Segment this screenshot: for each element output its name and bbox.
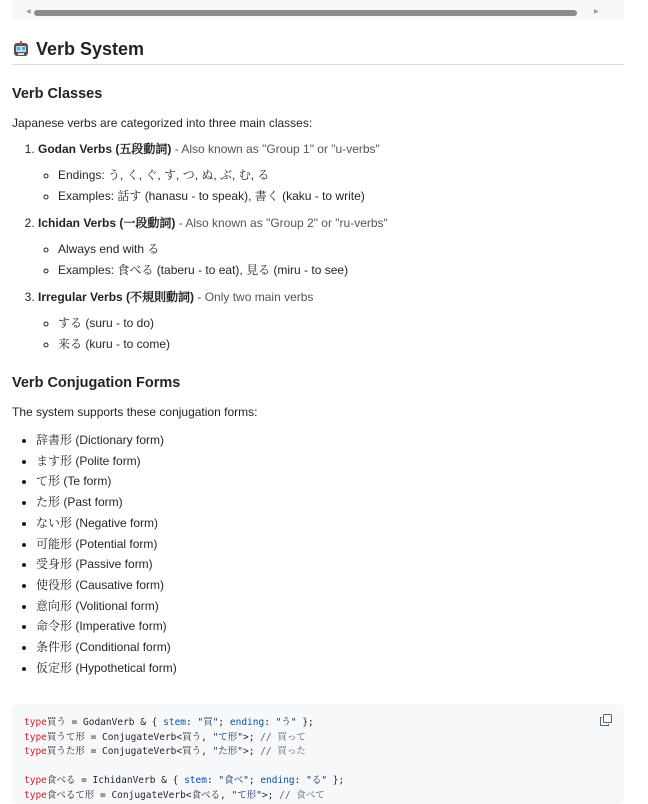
- verb-class-name: Ichidan Verbs (一段動詞): [38, 216, 176, 230]
- conjugation-form-item: • 辞書形 (Dictionary form): [36, 430, 624, 451]
- code-token: type: [24, 717, 47, 728]
- list-item: ◦ 来る (kuru - to come): [58, 334, 624, 355]
- horizontal-scrollbar[interactable]: [12, 0, 624, 20]
- code-token: 食べるて形 = ConjugateVerb<食べる,: [46, 789, 232, 801]
- list-item: ◦ Endings: う, く, ぐ, す, つ, ぬ, ぶ, む, る: [58, 165, 624, 186]
- conjugation-form-item: • て形 (Te form): [36, 471, 624, 492]
- conjugation-form-item: • 意向形 (Volitional form): [36, 596, 624, 617]
- verb-class-name: Godan Verbs (五段動詞): [38, 142, 172, 156]
- code-token: };: [327, 775, 345, 786]
- code-token: type: [24, 789, 47, 801]
- scroll-left-arrow-icon[interactable]: ◀: [26, 9, 31, 15]
- code-token: :: [264, 717, 276, 728]
- conjugation-form-item: • た形 (Past form): [36, 492, 624, 513]
- code-token: 買うて形 = ConjugateVerb<買う,: [46, 731, 213, 743]
- code-token: type: [24, 775, 47, 786]
- list-item: ◦ Examples: 食べる (taberu - to eat), 見る (miru - to see): [58, 260, 624, 281]
- code-token: ending: [229, 717, 265, 728]
- code-token: // 買って: [260, 731, 306, 743]
- list-item: ◦ Always end with る: [58, 239, 624, 260]
- copy-icon[interactable]: [600, 714, 612, 726]
- conjugation-form-item: • 命令形 (Imperative form): [36, 616, 624, 637]
- code-token: // 買った: [260, 746, 306, 757]
- code-line: [24, 760, 624, 775]
- code-content: [12, 704, 624, 803]
- code-token: "食べ": [218, 775, 249, 786]
- code-token: :: [186, 717, 198, 728]
- code-token: stem: [163, 717, 187, 728]
- code-token: >;: [243, 746, 261, 757]
- code-token: type: [24, 746, 47, 757]
- scrollbar-thumb[interactable]: [34, 10, 577, 16]
- section-heading: Verb Conjugation Forms: [12, 375, 181, 391]
- verb-class-desc: - Also known as "Group 2" or "ru-verbs": [175, 216, 388, 230]
- conjugation-form-item: • 使役形 (Causative form): [36, 575, 624, 596]
- code-token: "て形": [231, 789, 262, 801]
- code-token: :: [294, 775, 307, 786]
- conjugation-form-item: • ます形 (Polite form): [36, 451, 624, 472]
- markdown-body: [12, 34, 624, 678]
- code-token: "た形": [212, 746, 244, 757]
- code-token: type: [24, 731, 47, 743]
- verb-class-item: [38, 141, 624, 206]
- code-line: [24, 731, 624, 746]
- code-token: 買うた形 = ConjugateVerb<買う,: [46, 746, 213, 757]
- code-token: "て形": [212, 731, 244, 743]
- code-token: };: [296, 717, 314, 728]
- verb-classes-list: [12, 141, 624, 354]
- verb-class-name: Irregular Verbs (不規則動詞): [38, 290, 195, 304]
- conjugation-form-item: • 可能形 (Potential form): [36, 534, 624, 555]
- verb-class-item: [38, 215, 624, 280]
- section-heading: Verb Classes: [12, 86, 103, 102]
- paragraph: The system supports these conjugation forms:: [12, 405, 258, 419]
- conjugation-form-item: • 仮定形 (Hypothetical form): [36, 658, 624, 679]
- code-token: ending: [260, 775, 295, 786]
- code-token: 食べる = IchidanVerb & {: [46, 775, 185, 786]
- verb-class-desc: - Also known as "Group 1" or "u-verbs": [171, 142, 380, 156]
- code-token: >;: [261, 789, 280, 801]
- code-token: "買": [197, 717, 219, 728]
- verb-class-item: [38, 289, 624, 354]
- code-token: ;: [248, 775, 261, 786]
- conjugation-form-item: • 受身形 (Passive form): [36, 554, 624, 575]
- list-item: ◦ する (suru - to do): [58, 313, 624, 334]
- code-token: 買う = GodanVerb & {: [46, 717, 164, 728]
- verb-class-desc: - Only two main verbs: [194, 290, 314, 304]
- code-token: "う": [275, 717, 297, 728]
- conjugation-form-item: • ない形 (Negative form): [36, 513, 624, 534]
- paragraph: Japanese verbs are categorized into three main classes:: [12, 116, 313, 130]
- code-block: [12, 704, 624, 804]
- robot-icon: [12, 40, 30, 58]
- page-title: Verb System: [12, 34, 624, 65]
- code-token: stem: [184, 775, 207, 786]
- code-line: [24, 789, 624, 804]
- code-token: ;: [218, 717, 230, 728]
- conjugation-forms-list: [12, 430, 624, 678]
- code-line: [24, 774, 624, 789]
- scroll-right-arrow-icon[interactable]: ▶: [594, 9, 599, 15]
- code-token: // 食べて: [279, 789, 325, 801]
- conjugation-form-item: • 条件形 (Conditional form): [36, 637, 624, 658]
- code-token: :: [206, 775, 219, 786]
- code-line: [24, 745, 624, 760]
- code-line: [24, 716, 624, 731]
- list-item: ◦ Examples: 話す (hanasu - to speak), 書く (kaku - to write): [58, 186, 624, 207]
- code-token: "る": [306, 775, 328, 786]
- code-token: >;: [243, 731, 261, 743]
